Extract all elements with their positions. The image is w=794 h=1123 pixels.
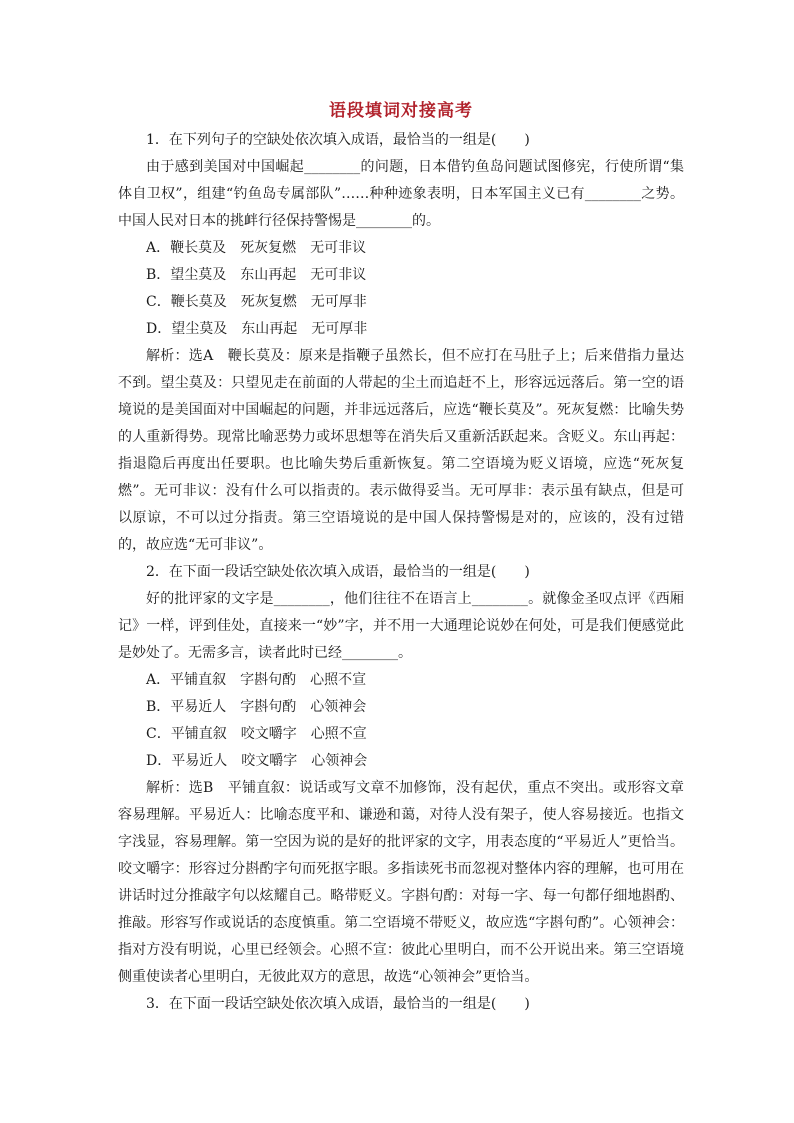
- question-2-stem: 2．在下面一段话空缺处依次填入成语，最恰当的一组是( ): [146, 564, 530, 580]
- option-item: 平铺直叙: [170, 726, 227, 742]
- option-d: [118, 748, 684, 775]
- question-1-options: [118, 235, 684, 343]
- option-item: 心照不宣: [310, 726, 367, 742]
- option-item: 字斟句酌: [240, 672, 297, 688]
- option-label: A．: [146, 240, 171, 256]
- option-b: [118, 262, 684, 289]
- question-1-passage: 由于感到美国对中国崛起________的问题，日本借钓鱼岛问题试图修宪，行使所谓“集体自卫权”，组建“钓鱼岛专属部队”……种种迹象表明，日本军国主义已有________之势。中国人民对日本的挑衅行径保持警惕是________的。: [118, 159, 684, 229]
- question-1-stem: 1．在下列句子的空缺处依次填入成语，最恰当的一组是( ): [146, 132, 530, 148]
- question-3-stem: 3．在下面一段话空缺处依次填入成语，最恰当的一组是( ): [146, 996, 530, 1012]
- page-title: 语段填词对接高考: [329, 101, 473, 121]
- option-label: C．: [146, 726, 171, 742]
- option-c: [118, 721, 684, 748]
- option-item: 无可非议: [310, 240, 367, 256]
- option-label: D．: [146, 321, 172, 337]
- option-item: 鞭长莫及: [170, 240, 227, 256]
- option-label: D．: [146, 753, 172, 769]
- option-item: 无可厚非: [310, 294, 367, 310]
- option-c: [118, 289, 684, 316]
- option-item: 死灰复燃: [240, 240, 297, 256]
- option-item: 死灰复燃: [240, 294, 297, 310]
- option-item: 望尘莫及: [170, 267, 227, 283]
- question-2-analysis: 解析：选B 平铺直叙：说话或写文章不加修饰，没有起伏，重点不突出。或形容文章容易理解。平易近人：比喻态度平和、谦逊和蔼，对待人没有架子，使人容易接近。也指文字浅显，容易理解。第一空因为说的是好的批评家的文字，用表态度的“平易近人”更恰当。咬文嚼字：形容过分斟酌字句而死抠字眼。多指读死书而忽视对整体内容的理解，也可用在讲话时过分推敲字句以炫耀自己。略带贬义。字斟句酌：对每一字、每一句都仔细地斟酌、推敲。形容写作或说话的态度慎重。第二空语境不带贬义，故应选“字斟句酌”。心领神会：指对方没有明说，心里已经领会。心照不宣：彼此心里明白，而不公开说出来。第三空语境侧重使读者心里明白，无彼此双方的意思，故选“心领神会”更恰当。: [118, 780, 684, 985]
- option-item: 无可厚非: [311, 321, 368, 337]
- option-item: 心领神会: [311, 753, 368, 769]
- option-d: [118, 316, 684, 343]
- question-2-options: [118, 667, 684, 775]
- option-item: 心领神会: [310, 699, 367, 715]
- option-item: 鞭长莫及: [170, 294, 227, 310]
- option-item: 心照不宣: [310, 672, 367, 688]
- option-item: 东山再起: [240, 267, 297, 283]
- option-label: B．: [146, 699, 171, 715]
- option-item: 平易近人: [171, 753, 228, 769]
- question-1-analysis: 解析：选A 鞭长莫及：原来是指鞭子虽然长，但不应打在马肚子上；后来借指力量达不到。望尘莫及：只望见走在前面的人带起的尘土而追赶不上，形容远远落后。第一空的语境说的是美国面对中国崛起的问题，并非远远落后，应选“鞭长莫及”。死灰复燃：比喻失势的人重新得势。现常比喻恶势力或坏思想等在消失后又重新活跃起来。含贬义。东山再起：指退隐后再度出任要职。也比喻失势后重新恢复。第二空语境为贬义语境，应选“死灰复燃”。无可非议：没有什么可以指责的。表示做得妥当。无可厚非：表示虽有缺点，但是可以原谅，不可以过分指责。第三空语境说的是中国人保持警惕是对的，应该的，没有过错的，故应选“无可非议”。: [118, 348, 684, 553]
- option-item: 咬文嚼字: [240, 726, 297, 742]
- option-item: 字斟句酌: [240, 699, 297, 715]
- option-label: B．: [146, 267, 171, 283]
- option-item: 平铺直叙: [170, 672, 227, 688]
- option-label: C．: [146, 294, 171, 310]
- option-a: [118, 667, 684, 694]
- option-label: A．: [146, 672, 171, 688]
- option-a: [118, 235, 684, 262]
- option-item: 东山再起: [241, 321, 298, 337]
- option-item: 平易近人: [170, 699, 227, 715]
- question-2-passage: 好的批评家的文字是________，他们往往不在语言上________。就像金圣叹点评《西厢记》一样，评到佳处，直接来一“妙”字，并不用一大通理论说妙在何处，可是我们便感觉此是妙处了。无需多言，读者此时已经________。: [118, 591, 684, 661]
- option-b: [118, 694, 684, 721]
- option-item: 咬文嚼字: [241, 753, 298, 769]
- option-item: 望尘莫及: [171, 321, 228, 337]
- option-item: 无可非议: [310, 267, 367, 283]
